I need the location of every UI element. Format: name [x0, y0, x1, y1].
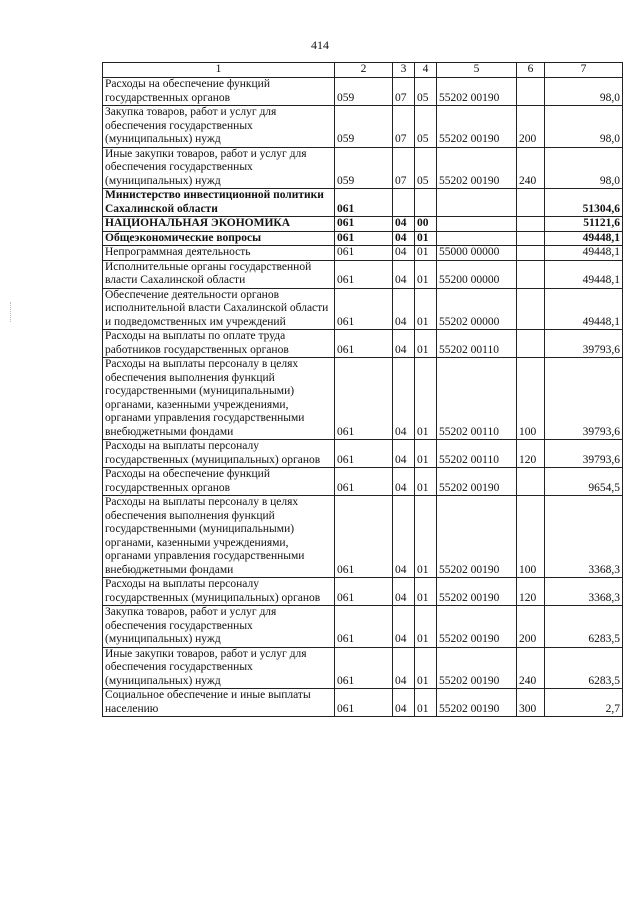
table-row [103, 689, 623, 717]
row-amount: 49448,1 [545, 231, 623, 246]
row-name: НАЦИОНАЛЬНАЯ ЭКОНОМИКА [103, 217, 335, 232]
row-name: Социальное обеспечение и иные выплаты населению [103, 689, 335, 717]
row-section [393, 189, 415, 217]
row-name: Обеспечение деятельности органов исполнительной власти Сахалинской области и подведомственных им учреждений [103, 288, 335, 330]
table-row [103, 106, 623, 148]
row-target-article: 55202 00190 [437, 578, 517, 606]
row-name: Исполнительные органы государственной власти Сахалинской области [103, 260, 335, 288]
row-ministry-code: 061 [335, 260, 393, 288]
table-row [103, 246, 623, 261]
table-row [103, 78, 623, 106]
column-header: 4 [415, 63, 437, 78]
row-expense-type: 240 [517, 647, 545, 689]
row-section: 04 [393, 606, 415, 648]
row-subsection: 00 [415, 217, 437, 232]
row-name: Министерство инвестиционной политики Сахалинской области [103, 189, 335, 217]
column-header: 5 [437, 63, 517, 78]
row-ministry-code: 061 [335, 440, 393, 468]
row-amount: 98,0 [545, 147, 623, 189]
row-amount: 9654,5 [545, 468, 623, 496]
row-ministry-code: 059 [335, 106, 393, 148]
row-section: 04 [393, 217, 415, 232]
row-amount: 3368,3 [545, 496, 623, 578]
row-section: 04 [393, 246, 415, 261]
row-section: 07 [393, 147, 415, 189]
table-row [103, 647, 623, 689]
row-amount: 39793,6 [545, 358, 623, 440]
row-subsection: 01 [415, 440, 437, 468]
row-amount: 49448,1 [545, 260, 623, 288]
row-expense-type [517, 260, 545, 288]
row-ministry-code: 061 [335, 231, 393, 246]
row-ministry-code: 059 [335, 78, 393, 106]
row-expense-type: 200 [517, 106, 545, 148]
row-amount: 98,0 [545, 106, 623, 148]
row-subsection: 01 [415, 231, 437, 246]
table-row [103, 440, 623, 468]
page-number: 414 [311, 38, 329, 52]
row-name: Закупка товаров, работ и услуг для обеспечения государственных (муниципальных) нужд [103, 606, 335, 648]
column-header: 7 [545, 63, 623, 78]
table-row [103, 578, 623, 606]
row-ministry-code: 061 [335, 246, 393, 261]
table-row [103, 217, 623, 232]
row-expense-type: 200 [517, 606, 545, 648]
row-target-article: 55202 00190 [437, 468, 517, 496]
row-subsection: 05 [415, 147, 437, 189]
table-header-row [103, 63, 623, 78]
row-target-article: 55000 00000 [437, 246, 517, 261]
row-section: 04 [393, 330, 415, 358]
row-target-article: 55202 00110 [437, 330, 517, 358]
table-row [103, 496, 623, 578]
row-expense-type: 100 [517, 358, 545, 440]
row-target-article: 55202 00190 [437, 496, 517, 578]
row-subsection: 01 [415, 288, 437, 330]
row-target-article [437, 231, 517, 246]
row-subsection: 01 [415, 606, 437, 648]
row-amount: 39793,6 [545, 440, 623, 468]
row-subsection: 01 [415, 578, 437, 606]
row-ministry-code: 061 [335, 689, 393, 717]
row-target-article: 55202 00190 [437, 647, 517, 689]
row-name: Общеэкономические вопросы [103, 231, 335, 246]
row-target-article: 55202 00110 [437, 440, 517, 468]
row-section: 07 [393, 78, 415, 106]
row-target-article: 55202 00000 [437, 288, 517, 330]
row-subsection: 01 [415, 496, 437, 578]
row-ministry-code: 059 [335, 147, 393, 189]
row-expense-type: 240 [517, 147, 545, 189]
row-amount: 51121,6 [545, 217, 623, 232]
row-section: 04 [393, 578, 415, 606]
row-amount: 39793,6 [545, 330, 623, 358]
row-expense-type: 300 [517, 689, 545, 717]
row-name: Расходы на выплаты персоналу государственных (муниципальных) органов [103, 578, 335, 606]
row-subsection: 01 [415, 468, 437, 496]
row-amount: 6283,5 [545, 606, 623, 648]
row-section: 04 [393, 231, 415, 246]
table-row [103, 231, 623, 246]
row-expense-type: 120 [517, 440, 545, 468]
row-subsection: 05 [415, 106, 437, 148]
row-target-article: 55202 00190 [437, 689, 517, 717]
row-section: 07 [393, 106, 415, 148]
table-row [103, 288, 623, 330]
column-header: 3 [393, 63, 415, 78]
row-ministry-code: 061 [335, 496, 393, 578]
row-subsection [415, 189, 437, 217]
row-target-article [437, 217, 517, 232]
scan-artifact [10, 302, 13, 322]
table-row [103, 260, 623, 288]
row-target-article: 55202 00190 [437, 106, 517, 148]
row-target-article: 55202 00110 [437, 358, 517, 440]
row-target-article: 55202 00190 [437, 147, 517, 189]
table-body [103, 78, 623, 717]
row-subsection: 01 [415, 246, 437, 261]
row-section: 04 [393, 647, 415, 689]
row-subsection: 01 [415, 330, 437, 358]
row-target-article: 55200 00000 [437, 260, 517, 288]
table-row [103, 606, 623, 648]
row-expense-type [517, 78, 545, 106]
row-name: Расходы на выплаты персоналу в целях обеспечения выполнения функций государственными (муниципальными) органами, казенными учреждениями, органами управления государственными внебюджетными фондами [103, 358, 335, 440]
row-amount: 51304,6 [545, 189, 623, 217]
row-amount: 6283,5 [545, 647, 623, 689]
row-name: Расходы на обеспечение функций государственных органов [103, 78, 335, 106]
row-ministry-code: 061 [335, 606, 393, 648]
row-section: 04 [393, 288, 415, 330]
row-ministry-code: 061 [335, 288, 393, 330]
row-name: Расходы на выплаты персоналу государственных (муниципальных) органов [103, 440, 335, 468]
row-subsection: 01 [415, 358, 437, 440]
row-section: 04 [393, 689, 415, 717]
row-section: 04 [393, 440, 415, 468]
row-expense-type [517, 246, 545, 261]
row-amount: 49448,1 [545, 246, 623, 261]
row-expense-type [517, 217, 545, 232]
column-header: 1 [103, 63, 335, 78]
row-expense-type: 100 [517, 496, 545, 578]
row-section: 04 [393, 358, 415, 440]
row-ministry-code: 061 [335, 330, 393, 358]
row-expense-type [517, 330, 545, 358]
row-amount: 3368,3 [545, 578, 623, 606]
row-subsection: 05 [415, 78, 437, 106]
row-name: Закупка товаров, работ и услуг для обеспечения государственных (муниципальных) нужд [103, 106, 335, 148]
column-header: 2 [335, 63, 393, 78]
row-ministry-code: 061 [335, 578, 393, 606]
row-ministry-code: 061 [335, 217, 393, 232]
row-amount: 98,0 [545, 78, 623, 106]
row-name: Иные закупки товаров, работ и услуг для обеспечения государственных (муниципальных) нужд [103, 147, 335, 189]
table-row [103, 468, 623, 496]
row-target-article: 55202 00190 [437, 78, 517, 106]
row-amount: 2,7 [545, 689, 623, 717]
row-name: Расходы на обеспечение функций государственных органов [103, 468, 335, 496]
row-subsection: 01 [415, 647, 437, 689]
row-ministry-code: 061 [335, 189, 393, 217]
row-expense-type: 120 [517, 578, 545, 606]
row-target-article: 55202 00190 [437, 606, 517, 648]
row-section: 04 [393, 496, 415, 578]
table-row [103, 147, 623, 189]
row-name: Расходы на выплаты по оплате труда работников государственных органов [103, 330, 335, 358]
row-ministry-code: 061 [335, 647, 393, 689]
row-amount: 49448,1 [545, 288, 623, 330]
row-name: Иные закупки товаров, работ и услуг для обеспечения государственных (муниципальных) нужд [103, 647, 335, 689]
row-expense-type [517, 231, 545, 246]
budget-table [102, 62, 623, 717]
row-expense-type [517, 288, 545, 330]
row-name: Непрограммная деятельность [103, 246, 335, 261]
row-section: 04 [393, 468, 415, 496]
table-row [103, 189, 623, 217]
row-ministry-code: 061 [335, 468, 393, 496]
row-target-article [437, 189, 517, 217]
row-section: 04 [393, 260, 415, 288]
row-name: Расходы на выплаты персоналу в целях обеспечения выполнения функций государственными (муниципальными) органами, казенными учреждениями, органами управления государственными внебюджетными фондами [103, 496, 335, 578]
row-subsection: 01 [415, 260, 437, 288]
table-row [103, 358, 623, 440]
row-ministry-code: 061 [335, 358, 393, 440]
row-subsection: 01 [415, 689, 437, 717]
row-expense-type [517, 189, 545, 217]
column-header: 6 [517, 63, 545, 78]
table-row [103, 330, 623, 358]
row-expense-type [517, 468, 545, 496]
